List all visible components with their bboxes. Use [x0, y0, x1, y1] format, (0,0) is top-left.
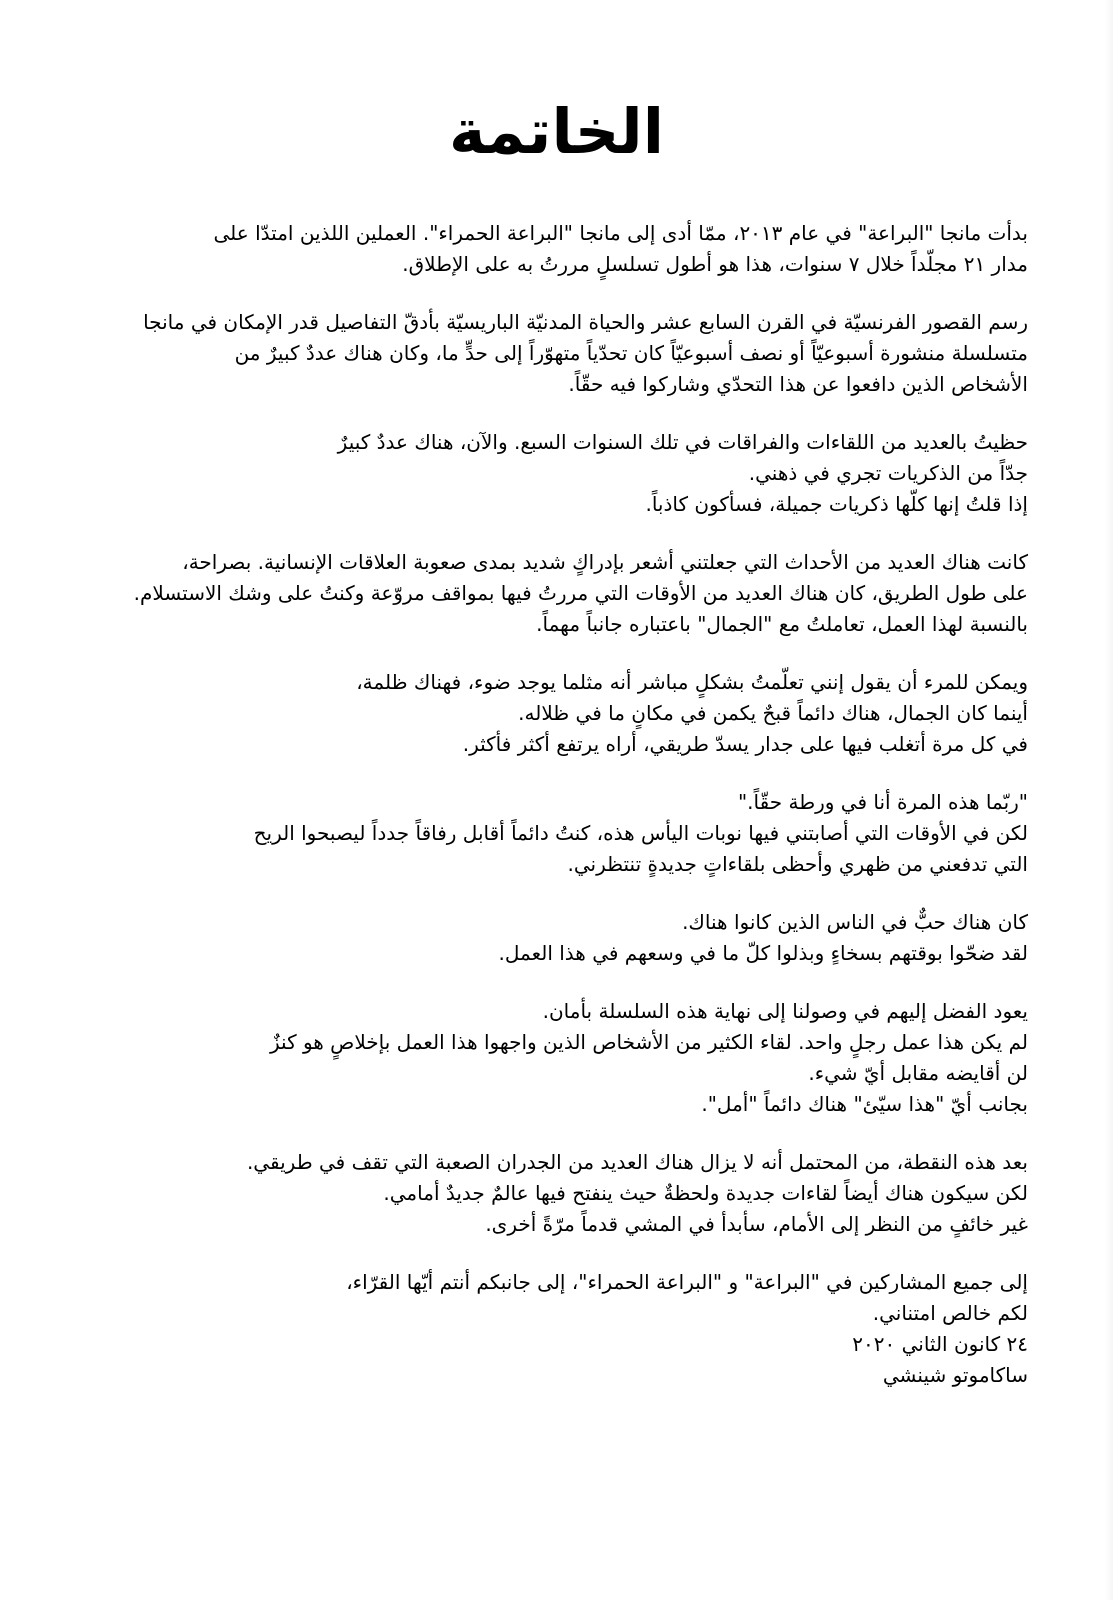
text-line: يعود الفضل إليهم في وصولنا إلى نهاية هذه السلسلة بأمان.: [542, 999, 1028, 1023]
gratitude-line: لكم خالص امتناني.: [872, 1301, 1028, 1325]
text-line: لكن سيكون هناك أيضاً لقاءات جديدة ولحظةٌ حيث ينفتح فيها عالمٌ جديدٌ أمامي.: [383, 1181, 1028, 1205]
text-line: بعد هذه النقطة، من المحتمل أنه لا يزال هناك العديد من الجدران الصعبة التي تقف في طريقي.: [246, 1150, 1028, 1174]
text-line: لن أقايضه مقابل أيّ شيء.: [808, 1061, 1028, 1085]
text-line: لم يكن هذا عمل رجلٍ واحد. لقاء الكثير من الأشخاص الذين واجهوا هذا العمل بإخلاصٍ هو كنزٌ: [270, 1030, 1028, 1054]
paragraph-9: [98, 1147, 1028, 1240]
paragraph-2: [98, 307, 1028, 400]
text-line: لكن في الأوقات التي أصابتني فيها نوبات اليأس هذه، كنتُ دائماً أقابل رفاقاً جدداً ليصبحوا الريح: [253, 821, 1028, 845]
text-line: مدار ٢١ مجلّداً خلال ٧ سنوات، هذا هو أطول تسلسلٍ مررتُ به على الإطلاق.: [402, 252, 1028, 276]
text-line: أينما كان الجمال، هناك دائماً قبحٌ يكمن في مكانٍ ما في ظلاله.: [518, 701, 1028, 725]
paragraph-7: [98, 907, 1028, 969]
afterword-body: [98, 218, 1028, 1418]
text-line: بجانب أيّ "هذا سيّئ" هناك دائماً "أمل".: [701, 1092, 1028, 1116]
text-line: حظيتُ بالعديد من اللقاءات والفراقات في تلك السنوات السبع. والآن، هناك عددٌ كبيرٌ: [337, 430, 1028, 454]
text-line: جدّاً من الذكريات تجري في ذهني.: [748, 461, 1028, 485]
paragraph-5: [98, 667, 1028, 760]
text-line: على طول الطريق، كان هناك العديد من الأوقات التي مررتُ فيها بمواقف مروّعة وكنتُ على وشك الاستسلام.: [133, 581, 1028, 605]
page-title: الخاتمة: [449, 95, 664, 168]
paragraph-8: [98, 996, 1028, 1120]
closing-paragraph: [98, 1267, 1028, 1391]
text-line: رسم القصور الفرنسيّة في القرن السابع عشر والحياة المدنيّة الباريسيّة بأدقّ التفاصيل قدر الإمكان في مانجا: [143, 310, 1028, 334]
paragraph-4: [98, 547, 1028, 640]
text-line: بدأت مانجا "البراعة" في عام ٢٠١٣، ممّا أدى إلى مانجا "البراعة الحمراء". العملين اللذين امتدّا على: [213, 221, 1028, 245]
text-line: كان هناك حبٌّ في الناس الذين كانوا هناك.: [682, 910, 1028, 934]
text-line: التي تدفعني من ظهري وأحظى بلقاءاتٍ جديدةٍ تنتظرني.: [567, 852, 1028, 876]
date-line: ٢٤ كانون الثاني ٢٠٢٠: [852, 1332, 1028, 1356]
text-line: لقد ضحّوا بوقتهم بسخاءٍ وبذلوا كلّ ما في وسعهم في هذا العمل.: [498, 941, 1028, 965]
text-line: في كل مرة أتغلب فيها على جدار يسدّ طريقي، أراه يرتفع أكثر فأكثر.: [462, 732, 1028, 756]
text-line: إذا قلتُ إنها كلّها ذكريات جميلة، فسأكون كاذباً.: [645, 492, 1028, 516]
paragraph-6: [98, 787, 1028, 880]
text-line: متسلسلة منشورة أسبوعيّاً أو نصف أسبوعيّاً كان تحدّياً متهوّراً إلى حدٍّ ما، وكان هناك عددٌ كبيرٌ من: [234, 341, 1028, 365]
text-line: الأشخاص الذين دافعوا عن هذا التحدّي وشاركوا فيه حقّاً.: [568, 372, 1028, 396]
author-signature: ساكاموتو شينشي: [882, 1363, 1028, 1387]
paragraph-3: [98, 427, 1028, 520]
dedication-line: إلى جميع المشاركين في "البراعة" و "البراعة الحمراء"، إلى جانبكم أنتم أيّها القرّاء،: [346, 1270, 1028, 1294]
text-line: بالنسبة لهذا العمل، تعاملتُ مع "الجمال" باعتباره جانباً مهماً.: [536, 612, 1028, 636]
text-line: كانت هناك العديد من الأحداث التي جعلتني أشعر بإدراكٍ شديد بمدى صعوبة العلاقات الإنسانية. بصراحة،: [182, 550, 1028, 574]
text-line: غير خائفٍ من النظر إلى الأمام، سأبدأ في المشي قدماً مرّةً أخرى.: [485, 1212, 1028, 1236]
text-line: ويمكن للمرء أن يقول إنني تعلّمتُ بشكلٍ مباشر أنه مثلما يوجد ضوء، فهناك ظلمة،: [356, 670, 1028, 694]
page-edge-shading: [1105, 0, 1113, 1600]
paragraph-1: [98, 218, 1028, 280]
text-line: "ربّما هذه المرة أنا في ورطة حقّاً.": [737, 790, 1028, 814]
